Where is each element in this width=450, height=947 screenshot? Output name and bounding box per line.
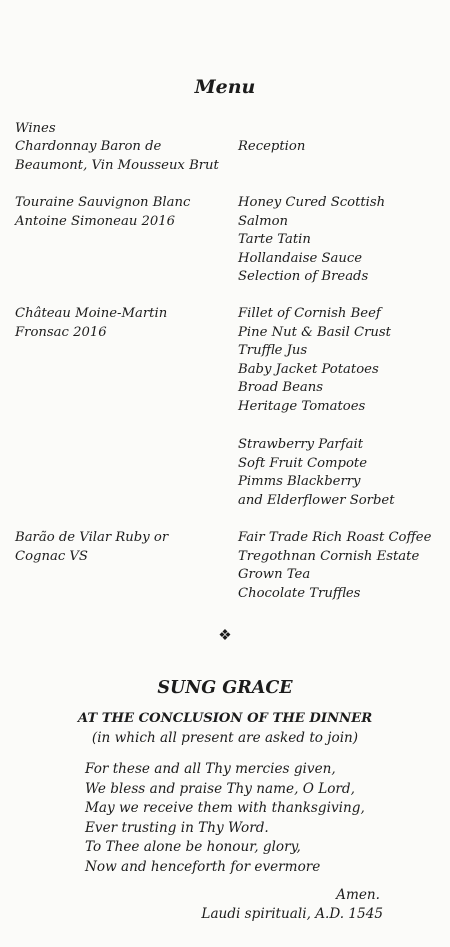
- course-dessert: [238, 436, 443, 510]
- course-line: Fillet of Cornish Beef: [238, 306, 381, 321]
- course-line: Reception: [238, 139, 306, 154]
- wine-line: Touraine Sauvignon Blanc: [15, 195, 191, 210]
- verse-line: For these and all Thy mercies given,: [85, 761, 336, 777]
- course-line: Tarte Tatin: [238, 232, 311, 248]
- wine-line: Antoine Simoneau 2016: [15, 213, 176, 229]
- wine-item: [15, 529, 235, 566]
- course-line: Fair Trade Rich Roast Coffee: [238, 530, 432, 545]
- verse-line: May we receive them with thanksgiving,: [85, 800, 365, 817]
- course-line: Soft Fruit Compote: [238, 455, 368, 471]
- wine-line: Fronsac 2016: [15, 324, 107, 340]
- course-reception: [238, 138, 443, 157]
- wine-line: Chardonnay Baron de: [15, 139, 162, 154]
- grace-subtitle: AT THE CONCLUSION OF THE DINNER: [77, 711, 373, 726]
- wine-line: Beaumont, Vin Mousseux Brut: [15, 157, 219, 173]
- grace-attribution: Laudi spirituali, A.D. 1545: [201, 906, 383, 922]
- verse-line: Ever trusting in Thy Word.: [85, 819, 269, 836]
- grace-note: (in which all present are asked to join): [91, 730, 359, 746]
- course-line: Grown Tea: [238, 567, 311, 583]
- course-line: Strawberry Parfait: [238, 437, 363, 452]
- course-line: Salmon: [238, 213, 289, 229]
- wine-item: [15, 194, 235, 231]
- course-line: Pine Nut & Basil Crust: [238, 324, 391, 340]
- wine-item: [15, 305, 235, 342]
- verse-line: To Thee alone be honour, glory,: [85, 839, 301, 856]
- grace-verse: [85, 760, 365, 878]
- course-line: Chocolate Truffles: [238, 585, 361, 601]
- course-line: Selection of Breads: [238, 269, 369, 285]
- course-line: Broad Beans: [238, 380, 324, 396]
- grace-title: SUNG GRACE: [157, 678, 293, 698]
- wine-line: Cognac VS: [15, 548, 88, 564]
- course-line: Honey Cured Scottish: [238, 195, 386, 210]
- wine-item: [15, 138, 235, 175]
- diamond-ornament-icon: ❖: [218, 626, 232, 644]
- wine-line: Château Moine-Martin: [15, 306, 168, 321]
- wine-line: Barão de Vilar Ruby or: [15, 530, 169, 545]
- verse-line: We bless and praise Thy name, O Lord,: [85, 780, 355, 797]
- amen: Amen.: [336, 887, 380, 903]
- course-line: Baby Jacket Potatoes: [238, 361, 379, 377]
- course-line: and Elderflower Sorbet: [238, 492, 395, 508]
- course-starter: [238, 194, 443, 287]
- course-line: Truffle Jus: [238, 343, 308, 359]
- course-line: Tregothnan Cornish Estate: [238, 548, 420, 564]
- course-line: Heritage Tomatoes: [238, 398, 366, 414]
- menu-title: Menu: [194, 76, 256, 98]
- course-coffee: [238, 529, 443, 603]
- course-line: Pimms Blackberry: [238, 474, 361, 490]
- verse-line: Now and henceforth for evermore: [85, 858, 321, 875]
- course-main: [238, 305, 443, 417]
- course-line: Hollandaise Sauce: [238, 250, 363, 266]
- wines-heading: Wines: [15, 121, 56, 136]
